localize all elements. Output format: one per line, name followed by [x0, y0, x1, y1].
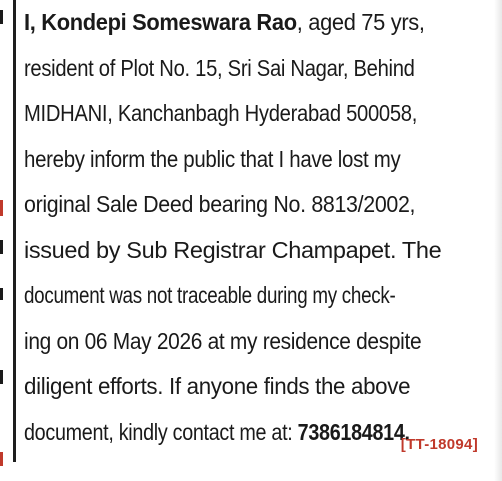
- notice-line-1: [24, 0, 450, 46]
- notice-line-4: hereby inform the public that I have lost my: [24, 145, 401, 172]
- notice-line-10: [24, 410, 409, 456]
- notice-name-prefix: I,: [24, 9, 42, 35]
- notice-line-10-prefix: document, kindly contact me at:: [24, 418, 298, 445]
- notice-line-7: document was not traceable during my check-: [24, 282, 396, 308]
- notice-line-1-suffix: , aged 75 yrs,: [296, 9, 425, 35]
- notice-line-3: MIDHANI, Kanchanbagh Hyderabad 500058,: [24, 100, 418, 126]
- gutter-mark: [0, 200, 3, 216]
- gutter-mark: [0, 452, 3, 466]
- left-gutter: [0, 0, 12, 481]
- lost-document-notice: [24, 0, 482, 455]
- contact-phone: 7386184814.: [297, 418, 410, 445]
- page-edge: [494, 0, 502, 481]
- notice-line-8: ing on 06 May 2026 at my residence despite: [24, 327, 422, 354]
- gutter-mark: [0, 240, 3, 254]
- column-rule: [13, 0, 16, 462]
- notice-line-6: issued by Sub Registrar Champapet. The: [24, 236, 442, 263]
- notice-name: Kondepi Someswara Rao: [41, 9, 297, 35]
- notice-line-2: resident of Plot No. 15, Sri Sai Nagar, Behind: [24, 54, 415, 81]
- notice-line-9: diligent efforts. If anyone finds the above: [24, 373, 411, 399]
- gutter-mark: [0, 10, 3, 24]
- gutter-mark: [0, 370, 3, 384]
- notice-line-5: original Sale Deed bearing No. 8813/2002,: [24, 191, 416, 217]
- gutter-mark: [0, 288, 3, 300]
- notice-reference-tag: [TT-18094]: [400, 436, 478, 453]
